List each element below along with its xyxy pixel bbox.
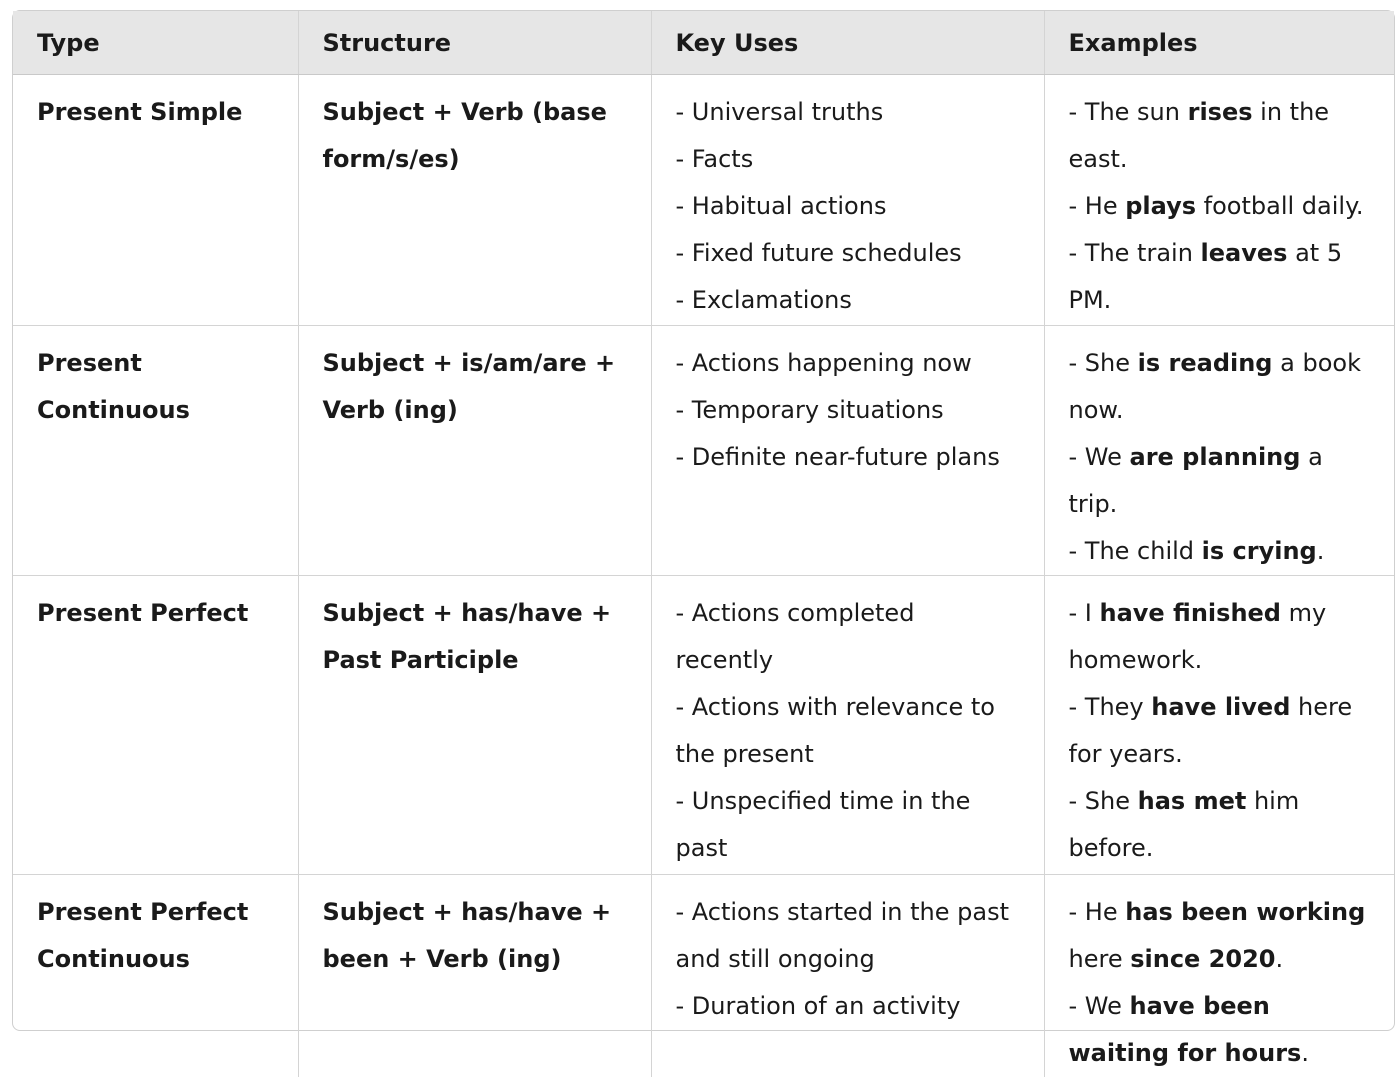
- example-text: - He: [1068, 897, 1126, 926]
- example-item: [1069, 983, 1371, 1077]
- example-text: - The train: [1068, 238, 1201, 267]
- table-header: [13, 11, 1394, 74]
- type-cell: Present Perfect Continuous: [13, 874, 298, 1077]
- examples-cell: [1044, 74, 1394, 325]
- example-text: in the east.: [1068, 97, 1330, 173]
- example-verb-highlight: since 2020: [1130, 944, 1276, 973]
- examples-cell: [1044, 874, 1394, 1077]
- example-text: - The sun: [1068, 97, 1188, 126]
- examples-cell: [1044, 575, 1394, 874]
- example-text: - I: [1068, 598, 1100, 627]
- table-row: [13, 325, 1394, 575]
- example-text: .: [1275, 944, 1284, 973]
- key-use-item: - Universal truths: [675, 97, 884, 126]
- example-item: [1069, 590, 1371, 684]
- table-row: [13, 74, 1394, 325]
- example-item: [1069, 889, 1371, 983]
- example-text: my homework.: [1068, 598, 1327, 674]
- example-text: - We: [1068, 991, 1130, 1020]
- key-use-item: - Unspecified time in the past: [675, 786, 971, 862]
- example-text: a book now.: [1068, 348, 1361, 424]
- key-use-item: - Habitual actions: [675, 191, 887, 220]
- example-verb-highlight: are planning: [1129, 442, 1301, 471]
- header-key-uses: Key Uses: [651, 11, 1044, 74]
- example-text: - They: [1068, 692, 1152, 721]
- example-text: - She: [1068, 786, 1138, 815]
- key-use-item: - Exclamations: [675, 285, 852, 314]
- example-verb-highlight: plays: [1125, 191, 1197, 220]
- key-use-item: - Duration of an activity: [675, 991, 961, 1020]
- key-use-item: - Actions with relevance to the present: [675, 692, 995, 768]
- example-verb-highlight: is reading: [1137, 348, 1273, 377]
- example-item: [1069, 434, 1371, 528]
- example-item: [1069, 340, 1371, 434]
- type-cell: Present Perfect: [13, 575, 298, 874]
- key-use-item: - Temporary situations: [675, 395, 944, 424]
- key-use-item: - Actions happening now: [675, 348, 972, 377]
- table-row: [13, 874, 1394, 1077]
- example-verb-highlight: have finished: [1099, 598, 1281, 627]
- example-text: .: [1316, 536, 1325, 565]
- example-item: [1069, 230, 1371, 324]
- example-verb-highlight: has been working: [1125, 897, 1366, 926]
- example-verb-highlight: have lived: [1151, 692, 1291, 721]
- table-body: [13, 74, 1394, 1077]
- example-item: [1069, 89, 1371, 183]
- key-use-item: - Actions completed recently: [675, 598, 915, 674]
- structure-cell: Subject + Verb (base form/s/es): [298, 74, 651, 325]
- key-use-item: - Definite near-future plans: [675, 442, 1000, 471]
- example-text: here for years.: [1068, 692, 1353, 768]
- table-row: [13, 575, 1394, 874]
- key-uses-cell: [651, 575, 1044, 874]
- example-verb-highlight: is crying: [1201, 536, 1317, 565]
- structure-cell: Subject + is/am/are + Verb (ing): [298, 325, 651, 575]
- example-verb-highlight: rises: [1187, 97, 1253, 126]
- example-text: at 5 PM.: [1068, 238, 1343, 314]
- key-uses-cell: [651, 325, 1044, 575]
- example-text: .: [1301, 1038, 1309, 1067]
- type-cell: Present Continuous: [13, 325, 298, 575]
- example-text: a trip.: [1068, 442, 1323, 518]
- header-type: Type: [13, 11, 298, 74]
- example-verb-highlight: has met: [1137, 786, 1247, 815]
- tenses-table-container: [12, 10, 1395, 1067]
- example-text: - We: [1068, 442, 1130, 471]
- key-use-item: - Facts: [675, 144, 754, 173]
- key-use-item: - Fixed future schedules: [675, 238, 962, 267]
- example-item: [1069, 684, 1371, 778]
- type-cell: Present Simple: [13, 74, 298, 325]
- example-verb-highlight: have been waiting for hours: [1068, 991, 1302, 1067]
- example-verb-highlight: leaves: [1200, 238, 1288, 267]
- example-item: [1069, 528, 1371, 575]
- structure-cell: Subject + has/have + Past Participle: [298, 575, 651, 874]
- example-text: - He: [1068, 191, 1126, 220]
- example-text: here: [1068, 944, 1131, 973]
- example-text: - She: [1068, 348, 1138, 377]
- example-text: him before.: [1068, 786, 1300, 862]
- key-uses-cell: [651, 74, 1044, 325]
- example-text: football daily.: [1196, 191, 1364, 220]
- structure-cell: Subject + has/have + been + Verb (ing): [298, 874, 651, 1077]
- key-use-item: - Actions started in the past and still ongoing: [675, 897, 1009, 973]
- example-item: [1069, 778, 1371, 872]
- examples-cell: [1044, 325, 1394, 575]
- key-uses-cell: [651, 874, 1044, 1077]
- header-row: [13, 11, 1394, 74]
- example-text: - The child: [1068, 536, 1202, 565]
- example-item: [1069, 183, 1371, 230]
- present-tenses-table: [13, 11, 1394, 1077]
- header-examples: Examples: [1044, 11, 1394, 74]
- header-structure: Structure: [298, 11, 651, 74]
